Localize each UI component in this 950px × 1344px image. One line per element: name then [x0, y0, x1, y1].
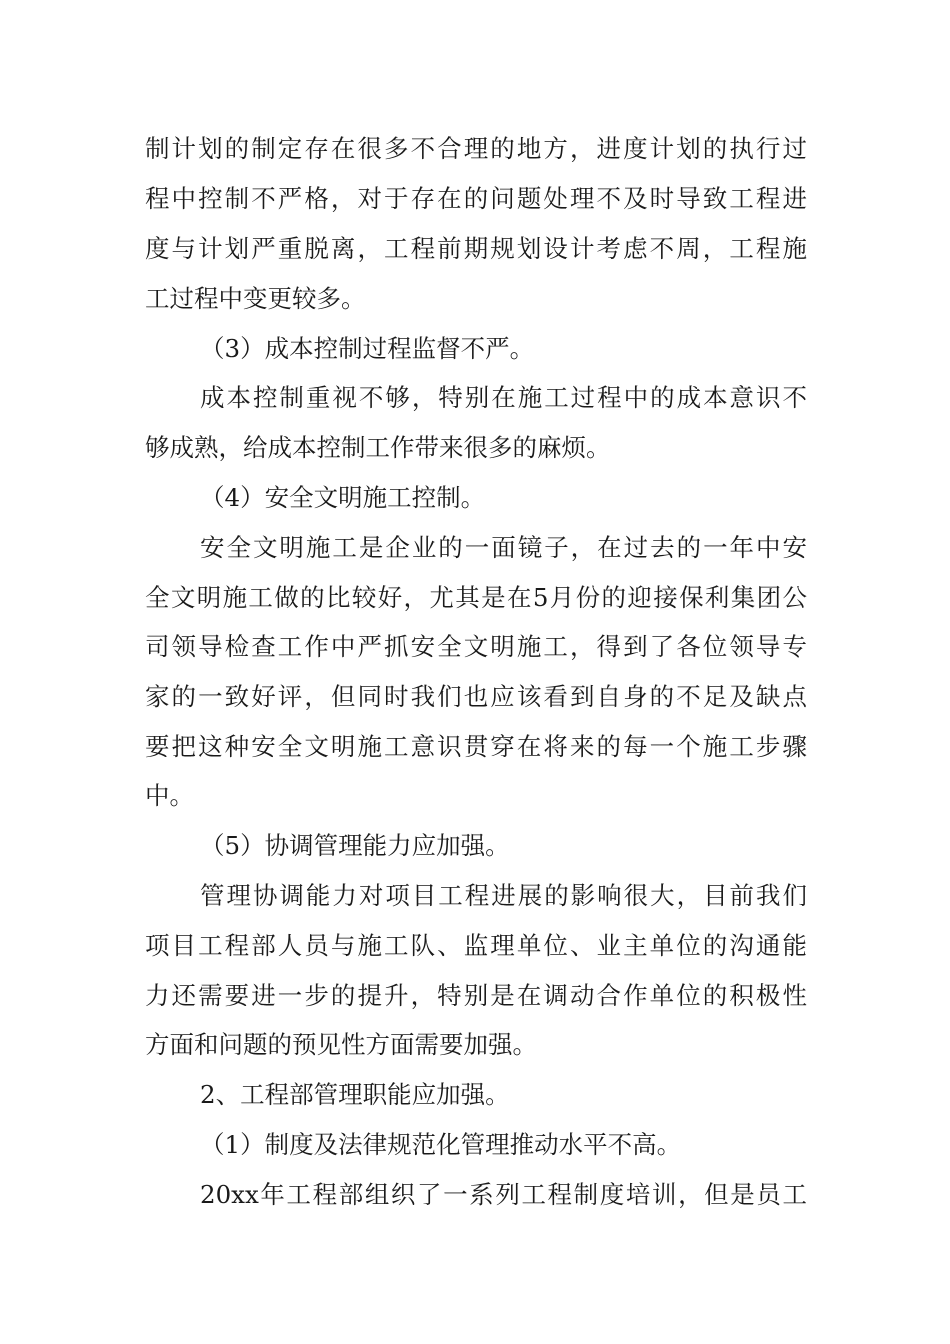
section-heading: 2、工程部管理职能应加强。 — [200, 1080, 510, 1109]
section-heading: （5）协调管理能力应加强。 — [200, 831, 510, 860]
body-text-line: 家的一致好评，但同时我们也应该看到自身的不足及缺点 — [145, 682, 807, 711]
body-text-line: 程中控制不严格，对于存在的问题处理不及时导致工程进 — [145, 184, 807, 213]
body-text-line: 度与计划严重脱离，工程前期规划设计考虑不周，工程施 — [145, 234, 807, 263]
body-text-line: 中。 — [145, 781, 194, 810]
body-text-line: 项目工程部人员与施工队、监理单位、业主单位的沟通能 — [145, 931, 807, 960]
body-text-line: 够成熟，给成本控制工作带来很多的麻烦。 — [145, 433, 611, 462]
body-text-line: 工过程中变更较多。 — [145, 284, 366, 313]
body-text-line: 管理协调能力对项目工程进展的影响很大，目前我们 — [200, 881, 807, 910]
body-text-line: 要把这种安全文明施工意识贯穿在将来的每一个施工步骤 — [145, 732, 807, 761]
body-text-line: 安全文明施工是企业的一面镜子，在过去的一年中安 — [200, 533, 807, 562]
body-text-line: 全文明施工做的比较好，尤其是在5月份的迎接保利集团公 — [145, 583, 807, 612]
body-text-line: 成本控制重视不够，特别在施工过程中的成本意识不 — [200, 383, 807, 412]
section-heading: （3）成本控制过程监督不严。 — [200, 334, 535, 363]
body-text-line: 力还需要进一步的提升，特别是在调动合作单位的积极性 — [145, 981, 807, 1010]
section-heading: （1）制度及法律规范化管理推动水平不高。 — [200, 1130, 682, 1159]
body-text-line: 司领导检查工作中严抓安全文明施工，得到了各位领导专 — [145, 632, 807, 661]
body-text-line: 20xx年工程部组织了一系列工程制度培训，但是员工 — [200, 1180, 807, 1209]
body-text-line: 制计划的制定存在很多不合理的地方，进度计划的执行过 — [145, 134, 807, 163]
body-text-line: 方面和问题的预见性方面需要加强。 — [145, 1030, 537, 1059]
section-heading: （4）安全文明施工控制。 — [200, 483, 486, 512]
